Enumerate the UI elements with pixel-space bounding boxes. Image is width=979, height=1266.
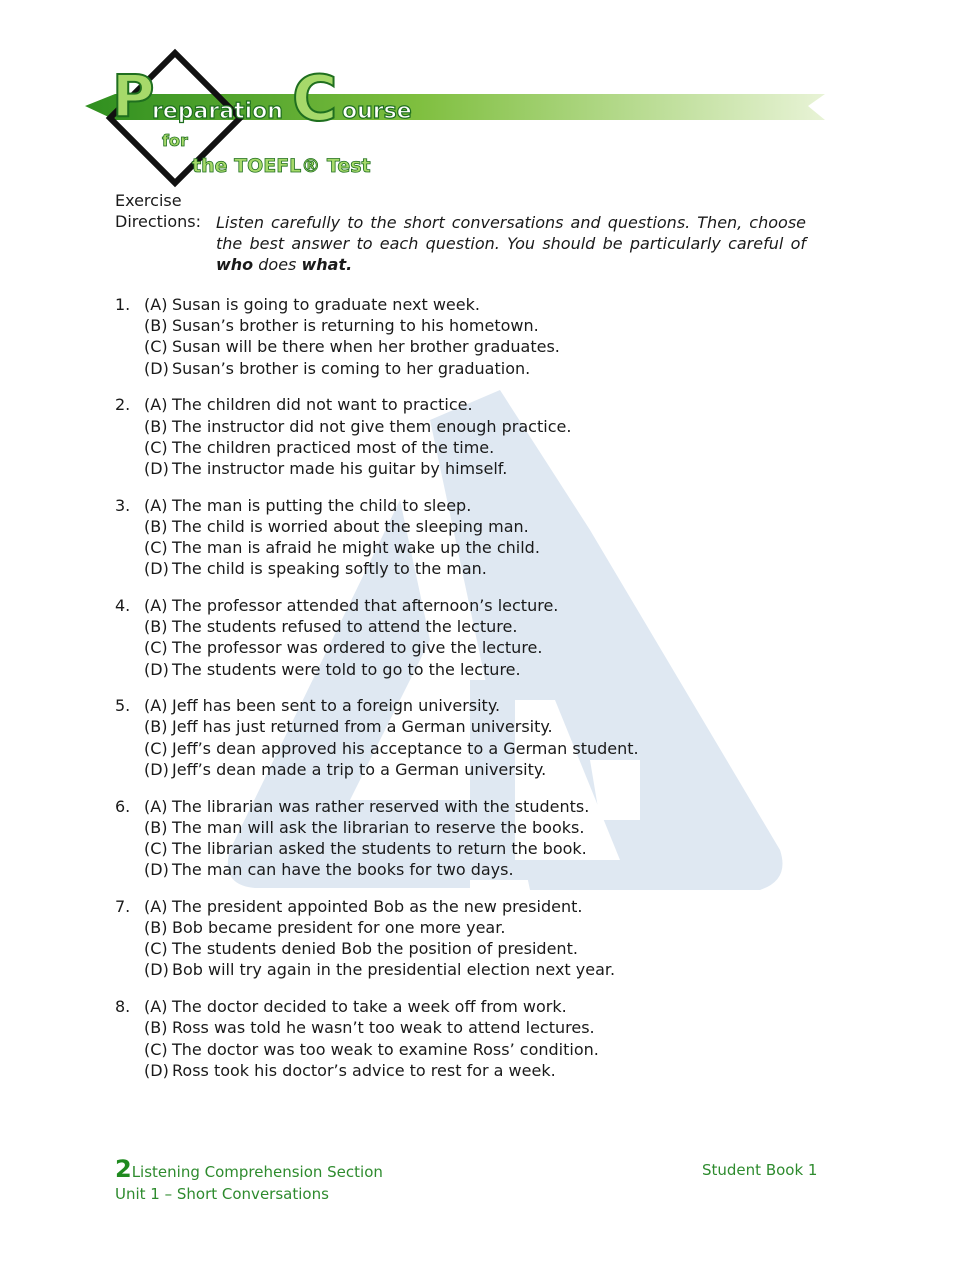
answer-option-d[interactable]: (D) Susan’s brother is coming to her graduation. [144, 358, 531, 378]
answer-option-a[interactable]: (A) Susan is going to graduate next week. [144, 295, 480, 314]
answer-option-b[interactable]: (B) The instructor did not give them enough practice. [144, 416, 572, 436]
svg-text:for: for [162, 131, 188, 150]
book-label: Student Book 1 [702, 1161, 818, 1179]
question-number: 2. [115, 395, 131, 415]
answer-option-c[interactable]: (C) Jeff’s dean approved his acceptance to a German student. [144, 738, 639, 758]
answer-option-a[interactable]: (A) Jeff has been sent to a foreign university. [144, 696, 501, 716]
answer-option-d[interactable]: (D) Jeff’s dean made a trip to a German university. [144, 759, 547, 779]
answer-option-d[interactable]: (D) The instructor made his guitar by himself. [144, 458, 508, 478]
answer-option-b[interactable]: (B) The man will ask the librarian to reserve the books. [144, 817, 585, 837]
answer-option-c[interactable]: (C) The librarian asked the students to return the book. [144, 838, 587, 858]
answer-option-c[interactable]: (C) The children practiced most of the time. [144, 437, 495, 457]
question-6 [115, 796, 835, 881]
question-number: 5. [115, 696, 131, 716]
answer-option-a[interactable]: (A) The president appointed Bob as the new president. [144, 896, 583, 916]
question-list [115, 294, 835, 1097]
answer-option-a[interactable]: (A) The doctor decided to take a week off from work. [144, 997, 567, 1017]
question-1 [115, 294, 835, 379]
svg-text:ourse: ourse [342, 99, 412, 124]
answer-option-a[interactable]: (A) The librarian was rather reserved with the students. [144, 796, 590, 816]
question-4 [115, 595, 835, 680]
unit-title: Unit 1 – Short Conversations [115, 1185, 329, 1203]
answer-option-b[interactable]: (B) The child is worried about the sleeping man. [144, 516, 529, 536]
answer-option-c[interactable]: (C) The doctor was too weak to examine Ross’ condition. [144, 1039, 599, 1059]
answer-option-d[interactable]: (D) Ross took his doctor’s advice to rest for a week. [144, 1060, 556, 1080]
answer-option-c[interactable]: (C) Susan will be there when her brother graduates. [144, 337, 560, 357]
question-number: 3. [115, 495, 131, 515]
question-8 [115, 996, 835, 1081]
answer-option-d[interactable]: (D) Bob will try again in the presidential election next year. [144, 960, 616, 980]
page-number: 2 [115, 1155, 132, 1183]
answer-option-c[interactable]: (C) The professor was ordered to give the lecture. [144, 638, 543, 658]
answer-option-a[interactable]: (A) The children did not want to practice. [144, 395, 473, 415]
exercise-label: Exercise [115, 191, 182, 210]
directions-text: Listen carefully to the short conversations and questions. Then, choose the best answer to each question. You should be particularly careful of who does what. [216, 213, 806, 274]
question-number: 4. [115, 595, 131, 615]
answer-option-b[interactable]: (B) Bob became president for one more year. [144, 918, 506, 938]
question-2 [115, 394, 835, 479]
question-3 [115, 495, 835, 580]
answer-option-b[interactable]: (B) Ross was told he wasn’t too weak to attend lectures. [144, 1018, 595, 1038]
answer-option-a[interactable]: (A) The professor attended that afternoon’s lecture. [144, 595, 559, 615]
svg-text:P: P [112, 62, 155, 130]
svg-text:reparation: reparation [152, 99, 283, 124]
answer-option-b[interactable]: (B) The students refused to attend the lecture. [144, 617, 518, 637]
answer-option-a[interactable]: (A) The man is putting the child to sleep. [144, 495, 472, 515]
answer-option-d[interactable]: (D) The students were told to go to the lecture. [144, 659, 521, 679]
svg-text:the TOEFL® Test: the TOEFL® Test [192, 155, 371, 177]
question-7 [115, 896, 835, 981]
answer-option-b[interactable]: (B) Jeff has just returned from a German university. [144, 717, 553, 737]
answer-option-d[interactable]: (D) The man can have the books for two days. [144, 860, 514, 880]
course-logo [80, 48, 840, 193]
question-number: 6. [115, 796, 131, 816]
svg-text:C: C [292, 62, 338, 135]
question-number: 1. [115, 295, 131, 314]
directions-label: Directions: [115, 212, 202, 231]
question-number: 8. [115, 997, 131, 1017]
answer-option-b[interactable]: (B) Susan’s brother is returning to his hometown. [144, 316, 539, 336]
answer-option-c[interactable]: (C) The students denied Bob the position of president. [144, 939, 578, 959]
answer-option-d[interactable]: (D) The child is speaking softly to the man. [144, 559, 487, 579]
question-number: 7. [115, 896, 131, 916]
footer-section-info [115, 1155, 383, 1205]
answer-option-c[interactable]: (C) The man is afraid he might wake up the child. [144, 538, 540, 558]
section-title: Listening Comprehension Section [131, 1163, 383, 1181]
question-5 [115, 695, 835, 780]
